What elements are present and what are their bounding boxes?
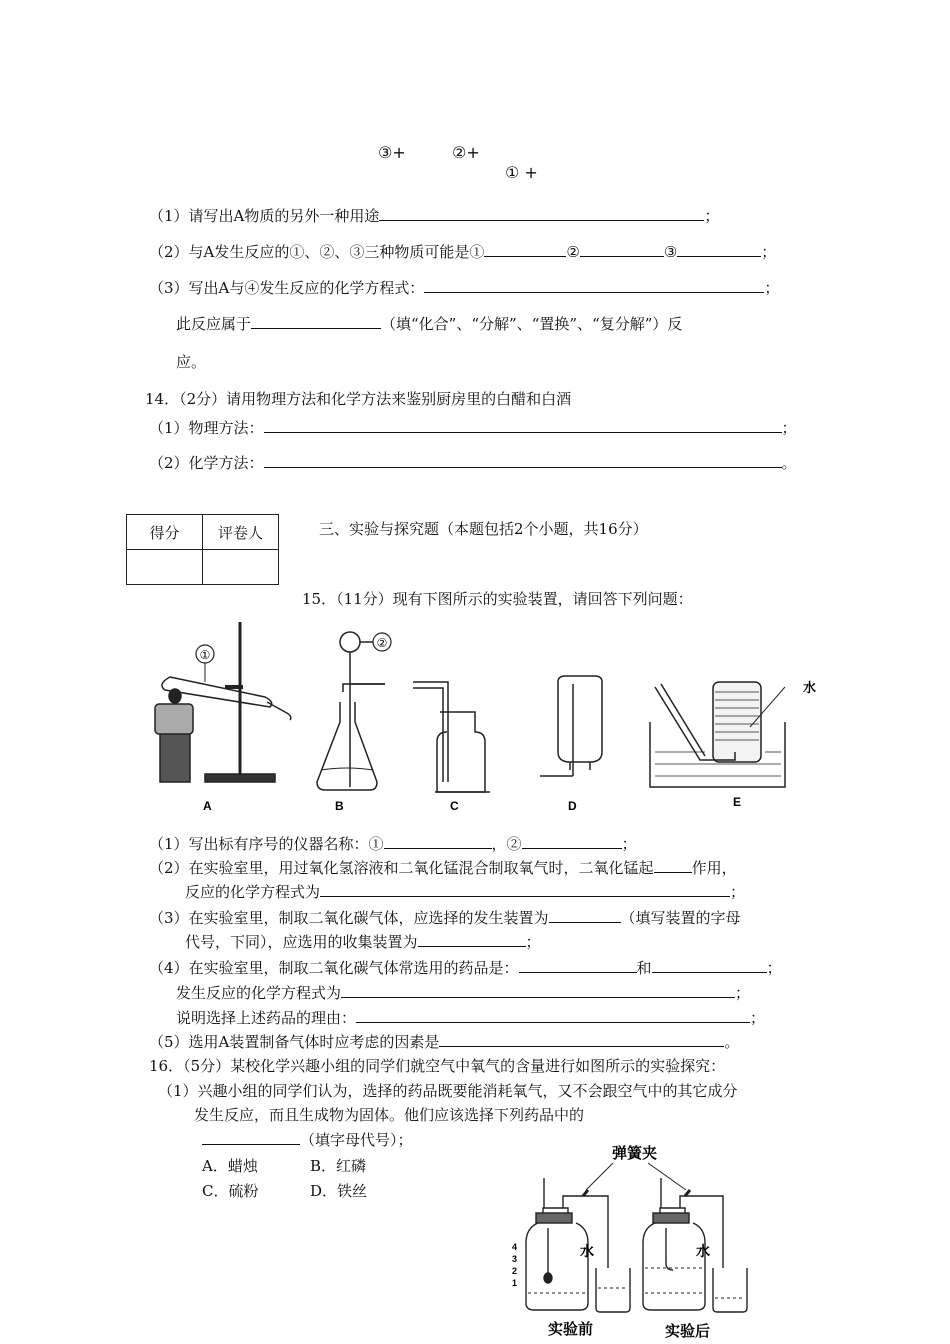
q16-part1: （1）兴趣小组的同学们认为，选择的药品既要能消耗氧气，又不会跟空气中的其它成分 — [158, 1082, 738, 1100]
q14-part1: （1）物理方法： ； — [149, 416, 797, 438]
answer-blank[interactable] — [652, 956, 767, 973]
q15-part3b: 代号，下同），应选用的收集装置为 ； — [185, 930, 541, 952]
reaction-top-left: ③+ — [378, 143, 406, 162]
clip-label: 弹簧夹 — [612, 1145, 658, 1162]
option-b: B．红磷 — [310, 1157, 367, 1175]
answer-blank[interactable] — [519, 956, 637, 973]
apparatus-d — [540, 676, 602, 776]
q15-part4b: 发生反应的化学方程式为 ； — [176, 981, 750, 1003]
answer-blank[interactable] — [580, 240, 664, 257]
q13-part1: （1）请写出A物质的另外一种用途 ； — [149, 204, 719, 226]
answer-blank[interactable] — [320, 880, 730, 897]
label-e: E — [733, 795, 742, 809]
option-d: D．铁丝 — [310, 1182, 368, 1200]
oxygen-experiment-figure — [508, 1138, 753, 1344]
reaction-bottom: ① + — [505, 163, 538, 182]
lab-apparatus-figure — [145, 612, 835, 822]
after-caption: 实验后 — [665, 1323, 711, 1340]
setup-after — [643, 1178, 747, 1312]
q13-part3c: 应。 — [176, 353, 207, 371]
water-label-after: 水 — [696, 1243, 710, 1259]
reaction-top-right: ②+ — [452, 143, 480, 162]
q15-title: 15．（11分）现有下图所示的实验装置，请回答下列问题： — [302, 590, 693, 608]
answer-blank[interactable] — [439, 1030, 724, 1047]
label-c: C — [450, 799, 459, 813]
q15-part4c: 说明选择上述药品的理由： ； — [176, 1006, 765, 1028]
scale-2: 2 — [512, 1266, 518, 1276]
label-d: D — [568, 799, 577, 813]
q13-part2: （2）与A发生反应的①、②、③三种物质可能是① ② ③ ； — [149, 240, 776, 262]
answer-blank[interactable] — [654, 856, 692, 873]
answer-blank[interactable] — [264, 416, 782, 433]
answer-blank[interactable] — [341, 981, 735, 998]
q15-part3: （3）在实验室里，制取二氧化碳气体，应选择的发生装置为 （填写装置的字母 — [149, 906, 741, 928]
option-a: A．蜡烛 — [202, 1157, 258, 1175]
answer-blank[interactable] — [264, 451, 782, 468]
grader-cell[interactable] — [203, 550, 279, 585]
label-b: B — [335, 799, 344, 813]
answer-blank[interactable] — [379, 204, 704, 221]
q13-part3: （3）写出A与④发生反应的化学方程式： ； — [149, 276, 779, 298]
answer-blank[interactable] — [384, 832, 492, 849]
answer-blank[interactable] — [251, 312, 381, 329]
grader-header: 评卷人 — [203, 515, 279, 550]
apparatus-b — [317, 632, 385, 790]
before-caption: 实验前 — [548, 1321, 594, 1338]
label-a: A — [203, 799, 212, 813]
section-3-title: 三、实验与探究题（本题包括2个小题，共16分） — [319, 520, 648, 538]
q14-title: 14．（2分）请用物理方法和化学方法来鉴别厨房里的白醋和白酒 — [145, 390, 572, 408]
marker-2-label: ② — [376, 636, 388, 650]
score-header: 得分 — [127, 515, 203, 550]
q13-part3b: 此反应属于 （填“化合”、“分解”、“置换”、“复分解”）反 — [176, 312, 682, 334]
answer-blank[interactable] — [418, 930, 526, 947]
answer-blank[interactable] — [202, 1128, 300, 1145]
setup-before — [526, 1178, 630, 1312]
water-label: 水 — [803, 680, 817, 695]
scale-1: 1 — [512, 1278, 518, 1288]
answer-blank[interactable] — [356, 1006, 750, 1023]
water-label-before: 水 — [580, 1243, 594, 1259]
marker-1-label: ① — [199, 648, 211, 662]
apparatus-e — [650, 682, 785, 787]
apparatus-a — [155, 622, 291, 782]
q15-part1: （1）写出标有序号的仪器名称：① ，② ； — [149, 832, 637, 854]
q14-part2: （2）化学方法： 。 — [149, 451, 797, 473]
answer-blank[interactable] — [484, 240, 566, 257]
answer-blank[interactable] — [549, 906, 621, 923]
q15-part2b: 反应的化学方程式为 ； — [185, 880, 745, 902]
answer-blank[interactable] — [522, 832, 622, 849]
q16-part1c: （填字母代号）； — [202, 1128, 413, 1150]
score-cell[interactable] — [127, 550, 203, 585]
q16-title: 16．（5分）某校化学兴趣小组的同学们就空气中氧气的含量进行如图所示的实验探究： — [149, 1057, 726, 1075]
q15-part4: （4）在实验室里，制取二氧化碳气体常选用的药品是： 和 ； — [149, 956, 782, 978]
answer-blank[interactable] — [677, 240, 761, 257]
q15-part5: （5）选用A装置制备气体时应考虑的因素是 。 — [149, 1030, 739, 1052]
answer-blank[interactable] — [424, 276, 764, 293]
q16-part1b: 发生反应，而且生成物为固体。他们应该选择下列药品中的 — [194, 1106, 585, 1124]
score-table — [126, 514, 279, 585]
q15-part2: （2）在实验室里，用过氧化氢溶液和二氧化锰混合制取氧气时，二氧化锰起 作用， — [149, 856, 737, 878]
scale-4: 4 — [512, 1242, 518, 1252]
apparatus-c — [413, 682, 490, 792]
option-c: C．硫粉 — [202, 1182, 259, 1200]
scale-3: 3 — [512, 1254, 518, 1264]
